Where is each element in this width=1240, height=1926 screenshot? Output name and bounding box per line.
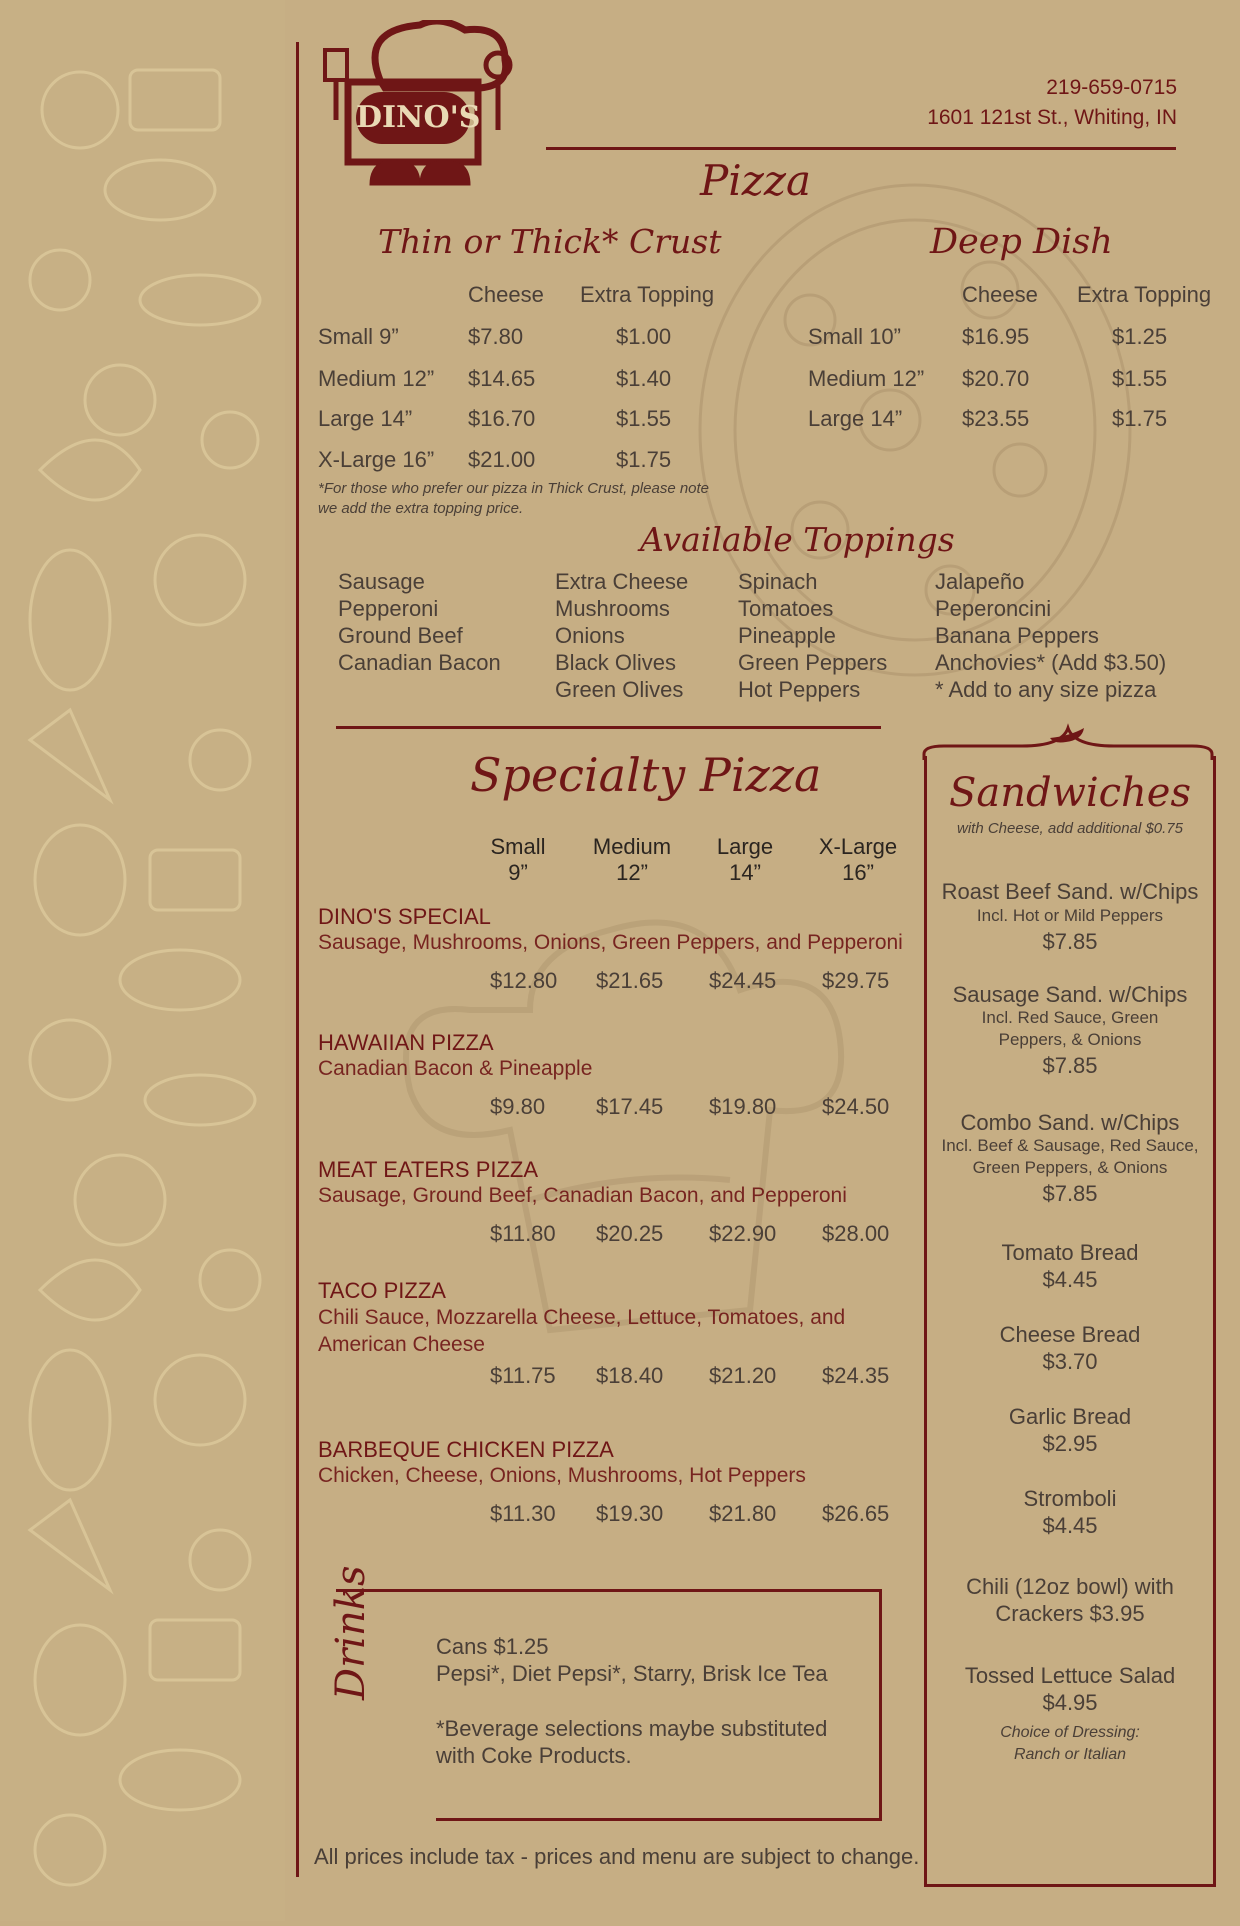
- dressing-note: Choice of Dressing:: [1000, 1724, 1140, 1741]
- logo-wordmark: DINO'S: [356, 92, 470, 144]
- sandwich-detail: Incl. Red Sauce, Green: [981, 1008, 1159, 1027]
- topping-item: Pineapple: [738, 623, 836, 648]
- topping-item: Pepperoni: [338, 596, 439, 621]
- sandwich-name: Sausage Sand. w/Chips: [952, 982, 1188, 1007]
- thin-cheese-price: $16.70: [468, 406, 536, 431]
- topping-item: Hot Peppers: [738, 677, 861, 702]
- specialty-price: $11.75: [490, 1363, 556, 1388]
- thin-extra-price: $1.55: [616, 406, 672, 431]
- side-item: Tomato Bread: [1001, 1240, 1139, 1265]
- topping-item: Peperoncini: [935, 596, 1052, 621]
- side-price: $4.95: [1042, 1690, 1098, 1715]
- specialty-price: $11.80: [490, 1221, 556, 1246]
- sandwich-detail: Peppers, & Onions: [998, 1030, 1142, 1049]
- side-price: $4.45: [1042, 1513, 1098, 1538]
- topping-item: Jalapeño: [935, 569, 1025, 594]
- sandwiches-subtitle: with Cheese, add additional $0.75: [957, 820, 1183, 837]
- thin-cheese-price: $7.80: [468, 324, 524, 349]
- specialty-item-name: TACO PIZZA: [318, 1278, 446, 1303]
- drinks-bottom-rule: [436, 1818, 882, 1821]
- deep-col-cheese: Cheese: [962, 282, 1038, 307]
- thin-extra-price: $1.75: [616, 447, 672, 472]
- topping-item: Black Olives: [555, 650, 677, 675]
- drinks-line: Cans $1.25: [436, 1634, 549, 1659]
- sandwiches-title: Sandwiches: [948, 770, 1191, 816]
- side-item: Cheese Bread: [999, 1322, 1141, 1347]
- specialty-price: $29.75: [822, 968, 890, 993]
- toppings-column: [555, 568, 688, 703]
- food-doodles-icon: [0, 0, 285, 1921]
- topping-item: Green Peppers: [738, 650, 888, 675]
- specialty-price: $19.80: [709, 1094, 777, 1119]
- specialty-price: $28.00: [822, 1221, 890, 1246]
- drinks-line: Pepsi*, Diet Pepsi*, Starry, Brisk Ice Tea: [436, 1661, 828, 1686]
- toppings-rule: [336, 726, 881, 729]
- side-item: Stromboli: [1023, 1486, 1117, 1511]
- toppings-column: [738, 568, 887, 703]
- side-item: Chili (12oz bowl) with: [966, 1574, 1174, 1599]
- topping-item: Sausage: [338, 569, 425, 594]
- toppings-column: [935, 568, 1166, 703]
- sandwich-price: $7.85: [1042, 929, 1098, 954]
- specialty-col-header: Medium 12”: [592, 834, 672, 885]
- specialty-price: $11.30: [490, 1501, 556, 1526]
- thin-cheese-price: $21.00: [468, 447, 536, 472]
- dressing-note: Ranch or Italian: [1013, 1746, 1127, 1763]
- specialty-col-header: Large 14”: [716, 834, 774, 885]
- thick-crust-note: *For those who prefer our pizza in Thick Crust, please note: [318, 480, 710, 497]
- side-price: $2.95: [1042, 1431, 1098, 1456]
- specialty-item-desc: Canadian Bacon & Pineapple: [318, 1057, 593, 1080]
- specialty-price: $24.50: [822, 1094, 890, 1119]
- thin-size: X-Large 16”: [318, 447, 435, 472]
- phone-number: 219-659-0715: [1046, 76, 1177, 99]
- specialty-price: $26.65: [822, 1501, 890, 1526]
- thin-col-extra: Extra Topping: [580, 282, 715, 307]
- sandwich-price: $7.85: [1042, 1181, 1098, 1206]
- deep-size: Medium 12”: [808, 366, 925, 391]
- specialty-item-name: DINO'S SPECIAL: [318, 904, 491, 929]
- specialty-item-name: HAWAIIAN PIZZA: [318, 1030, 494, 1055]
- deep-cheese-price: $20.70: [962, 366, 1030, 391]
- sandwich-name: Roast Beef Sand. w/Chips: [941, 879, 1199, 904]
- topping-item: Green Olives: [555, 677, 684, 702]
- specialty-price: $24.35: [822, 1363, 890, 1388]
- specialty-price: $24.45: [709, 968, 777, 993]
- sandwich-detail: Green Peppers, & Onions: [972, 1158, 1168, 1177]
- topping-item: Onions: [555, 623, 625, 648]
- side-price: $3.70: [1042, 1349, 1098, 1374]
- toppings-title: Available Toppings: [640, 520, 955, 559]
- specialty-price: $17.45: [596, 1094, 664, 1119]
- specialty-item-name: BARBEQUE CHICKEN PIZZA: [318, 1437, 614, 1462]
- left-divider: [296, 42, 299, 1877]
- specialty-price: $12.80: [490, 968, 558, 993]
- specialty-price: $22.90: [709, 1221, 777, 1246]
- thin-crust-title: Thin or Thick* Crust: [378, 222, 722, 261]
- specialty-price: $9.80: [490, 1094, 546, 1119]
- topping-item: Banana Peppers: [935, 623, 1099, 648]
- specialty-price: $20.25: [596, 1221, 664, 1246]
- thin-size: Medium 12”: [318, 366, 435, 391]
- topping-item: * Add to any size pizza: [935, 677, 1157, 702]
- deep-extra-price: $1.25: [1112, 324, 1168, 349]
- specialty-item-desc: Chili Sauce, Mozzarella Cheese, Lettuce, Tomatoes, and: [318, 1306, 846, 1329]
- specialty-title: Specialty Pizza: [470, 748, 822, 802]
- specialty-item-desc: American Cheese: [318, 1333, 485, 1356]
- topping-item: Ground Beef: [338, 623, 463, 648]
- deep-extra-price: $1.55: [1112, 366, 1168, 391]
- drinks-note: *Beverage selections maybe substituted: [436, 1716, 828, 1741]
- thin-col-cheese: Cheese: [468, 282, 544, 307]
- specialty-col-header: X-Large 16”: [818, 834, 898, 885]
- sandwich-price: $7.85: [1042, 1053, 1098, 1078]
- deep-size: Small 10”: [808, 324, 901, 349]
- side-price: Crackers $3.95: [995, 1601, 1145, 1626]
- deep-extra-price: $1.75: [1112, 406, 1168, 431]
- side-price: $4.45: [1042, 1267, 1098, 1292]
- specialty-item-desc: Sausage, Mushrooms, Onions, Green Peppers, and Pepperoni: [318, 931, 903, 954]
- thin-size: Small 9”: [318, 324, 399, 349]
- specialty-col-header: Small 9”: [490, 834, 546, 885]
- deep-dish-title: Deep Dish: [930, 222, 1113, 262]
- side-item: Tossed Lettuce Salad: [964, 1663, 1176, 1688]
- decorative-sidebar: [0, 0, 285, 1921]
- thin-cheese-price: $14.65: [468, 366, 536, 391]
- specialty-price: $18.40: [596, 1363, 664, 1388]
- topping-item: Tomatoes: [738, 596, 834, 621]
- specialty-price: $21.20: [709, 1363, 777, 1388]
- topping-item: Spinach: [738, 569, 818, 594]
- thin-size: Large 14”: [318, 406, 413, 431]
- footer-disclaimer: All prices include tax - prices and menu are subject to change.: [314, 1844, 920, 1869]
- deep-col-extra: Extra Topping: [1077, 282, 1212, 307]
- dinos-logo: [320, 20, 520, 195]
- address: 1601 121st St., Whiting, IN: [927, 106, 1177, 129]
- drinks-box: [336, 1591, 882, 1821]
- thin-extra-price: $1.00: [616, 324, 672, 349]
- topping-item: Mushrooms: [555, 596, 670, 621]
- specialty-item-desc: Chicken, Cheese, Onions, Mushrooms, Hot Peppers: [318, 1464, 806, 1487]
- specialty-item-desc: Sausage, Ground Beef, Canadian Bacon, and Pepperoni: [318, 1184, 847, 1207]
- sandwich-name: Combo Sand. w/Chips: [960, 1110, 1180, 1135]
- deep-cheese-price: $16.95: [962, 324, 1030, 349]
- toppings-column: [338, 568, 501, 676]
- side-item: Garlic Bread: [1008, 1404, 1132, 1429]
- pizza-title: Pizza: [700, 156, 811, 205]
- specialty-item-name: MEAT EATERS PIZZA: [318, 1157, 539, 1182]
- topping-item: Anchovies* (Add $3.50): [935, 650, 1167, 675]
- drinks-note: with Coke Products.: [436, 1743, 632, 1768]
- specialty-price: $21.80: [709, 1501, 777, 1526]
- drinks-title: Drinks: [328, 1565, 374, 1700]
- topping-item: Extra Cheese: [555, 569, 689, 594]
- specialty-price: $19.30: [596, 1501, 664, 1526]
- specialty-price: $21.65: [596, 968, 664, 993]
- deep-size: Large 14”: [808, 406, 903, 431]
- deep-cheese-price: $23.55: [962, 406, 1030, 431]
- sandwich-detail: Incl. Hot or Mild Peppers: [976, 906, 1164, 925]
- thick-crust-note: we add the extra topping price.: [318, 500, 524, 517]
- sandwich-detail: Incl. Beef & Sausage, Red Sauce,: [941, 1136, 1199, 1155]
- thin-extra-price: $1.40: [616, 366, 672, 391]
- header-rule: [546, 147, 1176, 150]
- topping-item: Canadian Bacon: [338, 650, 501, 675]
